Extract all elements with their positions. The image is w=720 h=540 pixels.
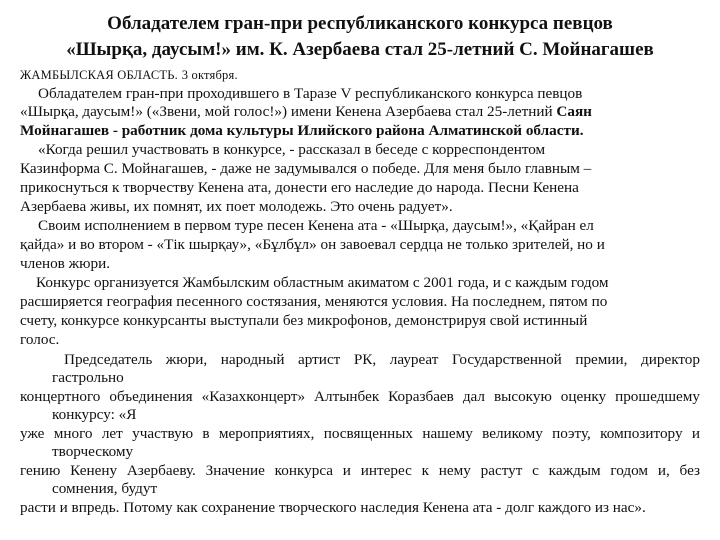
dateline-region: ЖАМБЫЛСКАЯ ОБЛАСТЬ. <box>20 68 178 82</box>
body-line: Конкурс организуется Жамбылским областным акиматом с 2001 года, и с каждым годом <box>36 274 609 291</box>
body-line: творческому <box>52 443 134 460</box>
body-line: Казинформа С. Мойнагашев, - даже не задумывался о победе. Для меня было главным – <box>20 160 592 177</box>
body-line: Своим исполнением в первом туре песен Кенена ата - «Шырқа, даусым!», «Қайран ел <box>38 217 594 234</box>
body-line-bold: Саян <box>556 103 592 120</box>
body-line: расти и впредь. Потому как сохранение творческого наследия Кенена ата - долг каждого из нас». <box>20 499 646 516</box>
body-line: прикоснуться к творчеству Кенена ата, донести его наследие до народа. Песни Кенена <box>20 179 579 196</box>
body-line: расширяется география песенного состязания, меняются условия. На последнем, пятом по <box>20 293 608 310</box>
body-line: концертного объединения «Казахконцерт» Алтынбек Коразбаев дал высокую оценку прошедшему <box>20 388 700 405</box>
body-line: счету, конкурсе конкурсанты выступали без микрофонов, демонстрируя свой истинный <box>20 312 588 329</box>
body-line: уже много лет участвую в мероприятиях, посвященных нашему великому поэту, композитору и <box>20 425 700 442</box>
body-line: Азербаева живы, их помнят, их поет молодежь. Это очень радует». <box>20 198 453 215</box>
body-line: Председатель жюри, народный артист РК, лауреат Государственной премии, директор <box>64 351 700 368</box>
body-line: гастрольно <box>52 369 124 386</box>
headline-line-1: Обладателем гран-при республиканского конкурса певцов <box>107 13 613 34</box>
body-line: гению Кенену Азербаеву. Значение конкурса и интерес к нему растут с каждым годом и, без <box>20 462 700 479</box>
body-line: сомнения, будут <box>52 480 158 497</box>
body-line-bold: Мойнагашев - работник дома культуры Илийского района Алматинской области. <box>20 122 584 139</box>
dateline <box>20 65 710 85</box>
dateline-date: 3 октября. <box>181 68 238 82</box>
body-line: членов жюри. <box>20 255 111 272</box>
body-line: голос. <box>20 331 60 348</box>
body-line: Обладателем гран-при проходившего в Таразе V республиканского конкурса певцов <box>38 85 583 102</box>
body-line: «Когда решил участвовать в конкурсе, - рассказал в беседе с корреспондентом <box>38 141 546 158</box>
body-line-text: «Шырқа, даусым!» («Звени, мой голос!») имени Кенена Азербаева стал 25-летний <box>20 103 553 120</box>
body-line: конкурсу: «Я <box>52 406 137 423</box>
body-line <box>20 102 710 121</box>
body-line: қайда» и во втором - «Тік шырқау», «Бұлбұл» он завоевал сердца не только зрителей, но и <box>20 236 605 253</box>
headline-line-2: «Шырқа, даусым!» им. К. Азербаева стал 25-летний С. Мойнагашев <box>66 39 654 60</box>
